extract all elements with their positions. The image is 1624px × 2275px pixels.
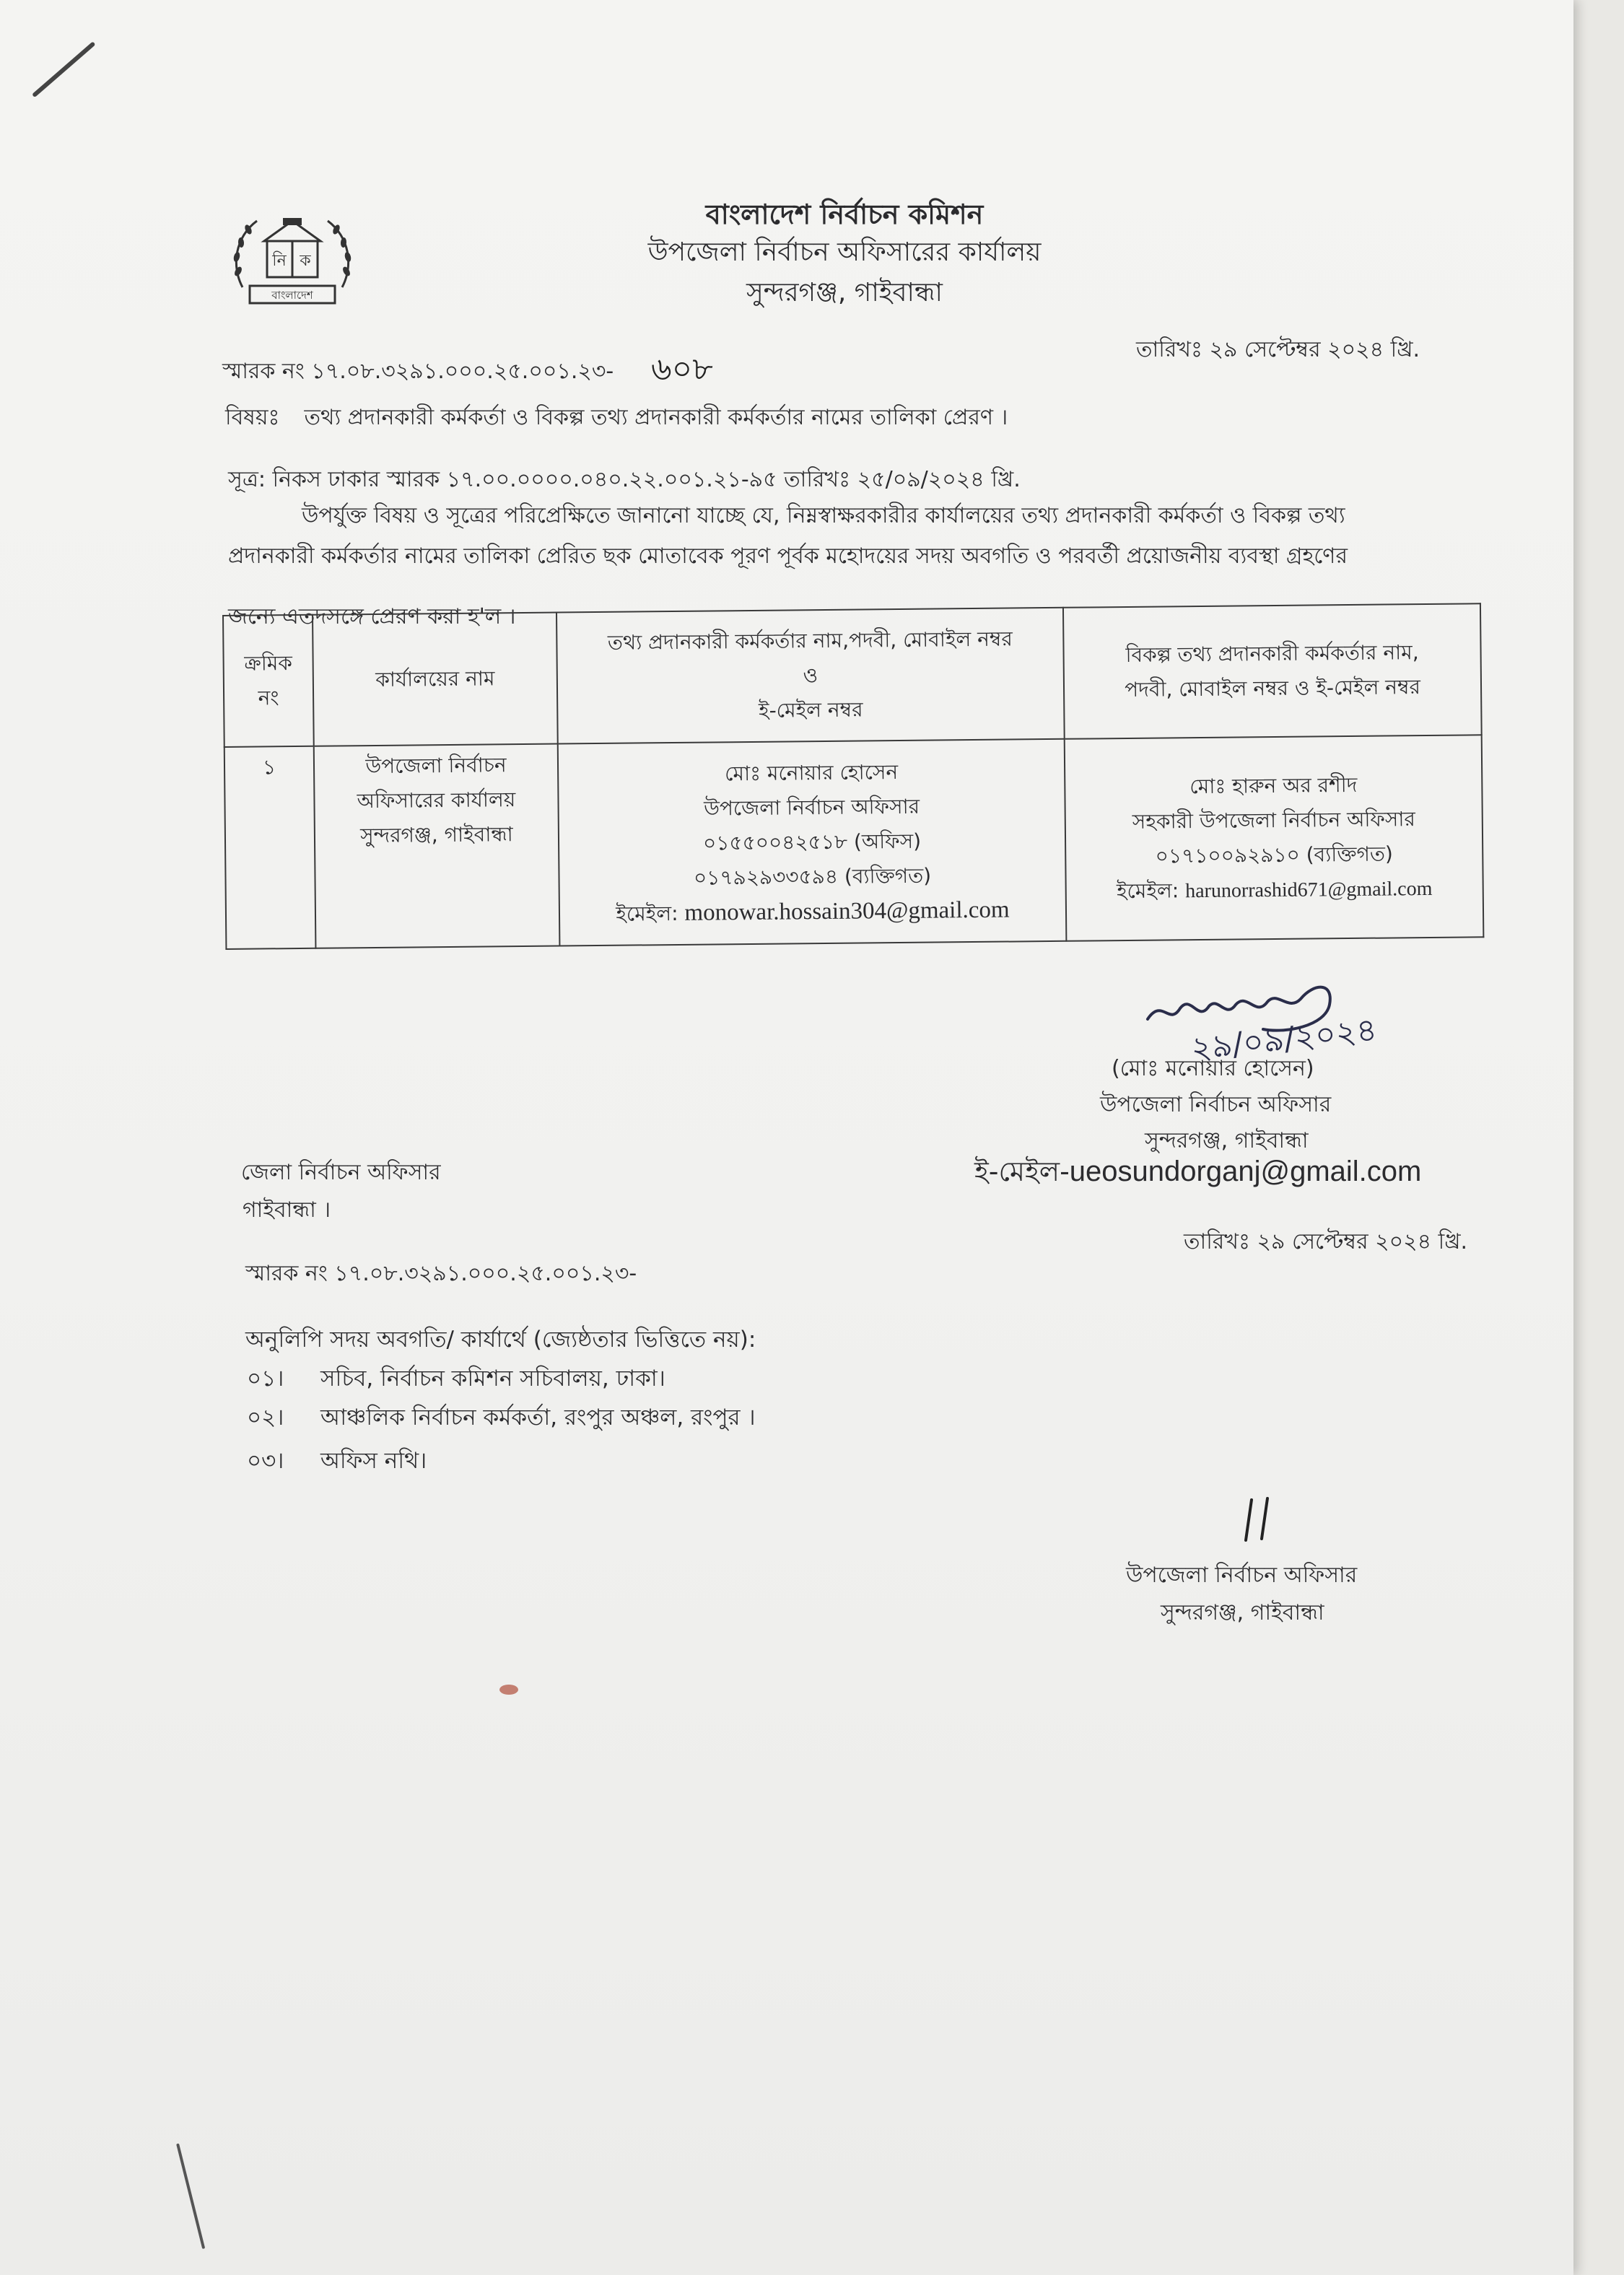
- organization-title: বাংলাদেশ নির্বাচন কমিশন: [705, 198, 984, 230]
- alternate-email-label: ইমেইল:: [1116, 878, 1179, 903]
- recipient-place: গাইবান্ধা ।: [243, 1197, 331, 1223]
- copy-list-item: ০১। সচিব, নির্বাচন কমিশন সচিবালয়, ঢাকা।: [247, 1366, 665, 1392]
- handwritten-memo-number: ৬০৮: [651, 351, 713, 388]
- recipient-title: জেলা নির্বাচন অফিসার: [241, 1160, 441, 1185]
- reference-line: সূত্র: নিকস ঢাকার স্মারক ১৭.০০.০০০০.০৪০.২২.০০১.২১-৯৫ তারিখঃ ২৫/০৯/২০২৪ খ্রি.: [228, 467, 1021, 492]
- alternate-email: harunorrashid671@gmail.com: [1185, 877, 1433, 902]
- header-office-name: কার্যালয়ের নাম: [313, 613, 558, 746]
- memo-date: তারিখঃ ২৯ সেপ্টেম্বর ২০২৪ খ্রি.: [1136, 337, 1420, 362]
- body-paragraph-line: উপর্যুক্ত বিষয় ও সূত্রের পরিপ্রেক্ষিতে জানানো যাচ্ছে যে, নিম্নস্বাক্ষরকারীর কার্যালয়ের তথ্য প্রদানকারী কর্মকর্তা ও বিকল্প তথ্য: [302, 503, 1345, 528]
- pen-stroke-mark: [176, 2144, 205, 2250]
- cell-office-name: উপজেলা নির্বাচন অফিসারের কার্যালয় সুন্দরগঞ্জ, গাইবান্ধা: [314, 744, 560, 948]
- subject-text: তথ্য প্রদানকারী কর্মকর্তা ও বিকল্প তথ্য প্রদানকারী কর্মকর্তার নামের তালিকা প্রেরণ ।: [304, 405, 1008, 430]
- footer-signatory-place: সুন্দরগঞ্জ, গাইবান্ধা: [1161, 1600, 1324, 1625]
- copy-heading: অনুলিপি সদয় অবগতি/ কার্যার্থে (জ্যেষ্ঠতার ভিত্তিতে নয়):: [245, 1327, 756, 1353]
- officer-table: [222, 603, 1483, 950]
- table-row: [224, 735, 1484, 949]
- memo-number: স্মারক নং ১৭.০৮.৩২৯১.০০০.২৫.০০১.২৩-: [222, 359, 614, 384]
- header-officer: তথ্য প্রদানকারী কর্মকর্তার নাম,পদবী, মোবাইল নম্বর ও ই-মেইল নম্বর: [556, 608, 1065, 744]
- copy-list-item: ০৩। অফিস নথি।: [247, 1448, 427, 1474]
- header-serial: ক্রমিক নং: [223, 615, 314, 747]
- subject-label: বিষয়ঃ: [225, 405, 280, 430]
- election-commission-emblem-icon: [228, 208, 357, 309]
- header-alternate-officer: বিকল্প তথ্য প্রদানকারী কর্মকর্তার নাম, পদবী, মোবাইল নম্বর ও ই-মেইল নম্বর: [1063, 603, 1482, 739]
- signatory-name: (মোঃ মনোয়ার হোসেন): [1112, 1056, 1314, 1081]
- body-paragraph-line: প্রদানকারী কর্মকর্তার নামের তালিকা প্রেরিত ছক মোতাবেক পূরণ পূর্বক মহোদয়ের সদয় অবগতি ও পরবর্তী প্রয়োজনীয় ব্যবস্থা গ্রহণের: [228, 543, 1348, 569]
- signatory-title: উপজেলা নির্বাচন অফিসার: [1100, 1092, 1332, 1117]
- office-location: সুন্দরগঞ্জ, গাইবান্ধা: [746, 278, 943, 307]
- signatory-email-line: [974, 1150, 1421, 1197]
- ink-stain-mark: [499, 1685, 518, 1695]
- signatory-place: সুন্দরগঞ্জ, গাইবান্ধা: [1145, 1128, 1309, 1153]
- officer-email: monowar.hossain304@gmail.com: [684, 896, 1010, 926]
- svg-text:বাংলাদেশ: বাংলাদেশ: [271, 289, 313, 302]
- signatory-email-prefix: ই-মেইল-: [974, 1156, 1070, 1187]
- short-signature-mark-icon: [1236, 1494, 1279, 1546]
- subject-line: [225, 400, 1008, 437]
- body-paragraph-line: জন্যে এতদসঙ্গে প্রেরণ করা হ'ল ।: [228, 604, 516, 629]
- officer-email-label: ইমেইল:: [616, 901, 678, 926]
- copy-memo-number: স্মারক নং ১৭.০৮.৩২৯১.০০০.২৫.০০১.২৩-: [245, 1261, 637, 1286]
- cell-alternate-details: মোঃ হারুন অর রশীদ সহকারী উপজেলা নির্বাচন অফিসার ০১৭১০০৯২৯১০ (ব্যক্তিগত) ইমেইল: harunorrashid671@gmail.com: [1065, 735, 1484, 941]
- table-header-row: [223, 603, 1482, 747]
- pen-stroke-mark: [32, 41, 95, 97]
- svg-text:২৯/০৯/২০২৪: ২৯/০৯/২০২৪: [1189, 1011, 1379, 1067]
- office-title: উপজেলা নির্বাচন অফিসারের কার্যালয়: [647, 237, 1042, 267]
- svg-text:নি: নি: [272, 252, 287, 270]
- cell-officer-details: মোঃ মনোয়ার হোসেন উপজেলা নির্বাচন অফিসার ০১৫৫০০৪২৫১৮ (অফিস) ০১৭৯২৯৩৩৫৯৪ (ব্যক্তিগত) ইমেইল: monowar.hossain304@gmail.com: [558, 739, 1067, 946]
- cell-serial: ১: [224, 746, 316, 949]
- copy-date: তারিখঃ ২৯ সেপ্টেম্বর ২০২৪ খ্রি.: [1184, 1229, 1468, 1254]
- footer-signatory-title: উপজেলা নির্বাচন অফিসার: [1126, 1563, 1358, 1588]
- svg-text:ক: ক: [300, 252, 311, 270]
- signatory-email: ueosundorganj@gmail.com: [1069, 1156, 1422, 1187]
- copy-list-item: ০২। আঞ্চলিক নির্বাচন কর্মকর্তা, রংপুর অঞ্চল, রংপুর ।: [247, 1405, 756, 1431]
